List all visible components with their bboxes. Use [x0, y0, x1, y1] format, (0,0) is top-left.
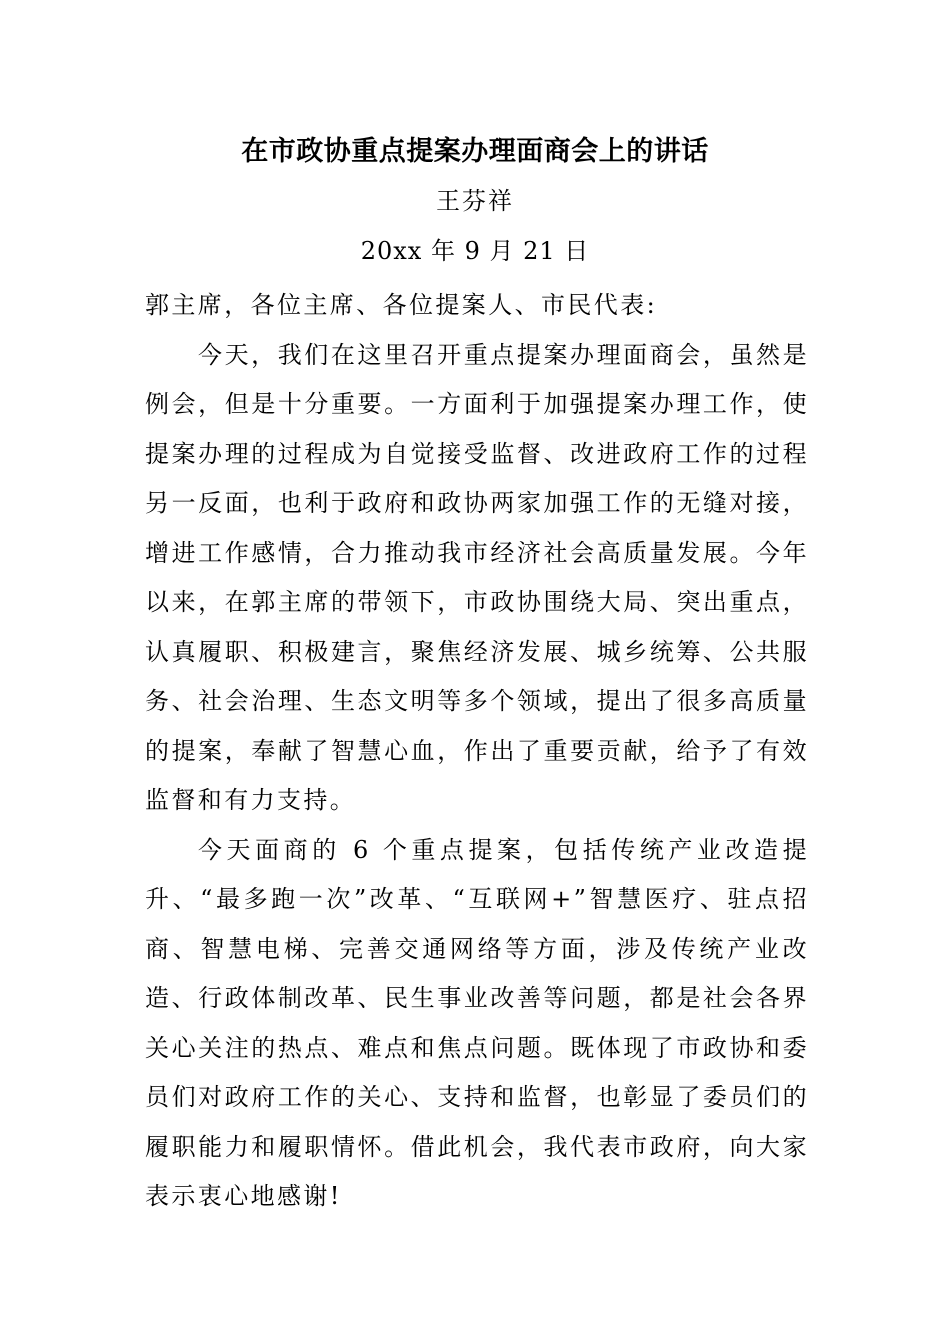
salutation: 郭主席，各位主席、各位提案人、市民代表: — [145, 291, 658, 319]
paragraph-2: 今天面商的 6 个重点提案，包括传统产业改造提升、“最多跑一次”改革、“互联网+”智慧医疗、驻点招商、智慧电梯、完善交通网络等方面，涉及传统产业改造、行政体制改革、民生事业改善等问题，都是社会各界关心关注的热点、难点和焦点问题。既体现了市政协和委员们对政府工作的关心、支持和监督，也彰显了委员们的履职能力和履职情怀。借此机会，我代表市政府，向大家表示衷心地感谢! — [145, 835, 809, 1210]
document-body — [145, 281, 809, 1222]
paragraph-1: 今天，我们在这里召开重点提案办理面商会，虽然是例会，但是十分重要。一方面利于加强提案办理工作，使提案办理的过程成为自觉接受监督、改进政府工作的过程另一反面，也利于政府和政协两家加强工作的无缝对接，增进工作感情，合力推动我市经济社会高质量发展。今年以来，在郭主席的带领下，市政协围绕大局、突出重点，认真履职、积极建言，聚焦经济发展、城乡统筹、公共服务、社会治理、生态文明等多个领域，提出了很多高质量的提案，奉献了智慧心血，作出了重要贡献，给予了有效监督和有力支持。 — [145, 340, 809, 814]
document-date: 20xx 年 9 月 21 日 — [360, 237, 590, 265]
document-title: 在市政协重点提案办理面商会上的讲话 — [241, 136, 709, 167]
document-author: 王芬祥 — [436, 187, 514, 215]
